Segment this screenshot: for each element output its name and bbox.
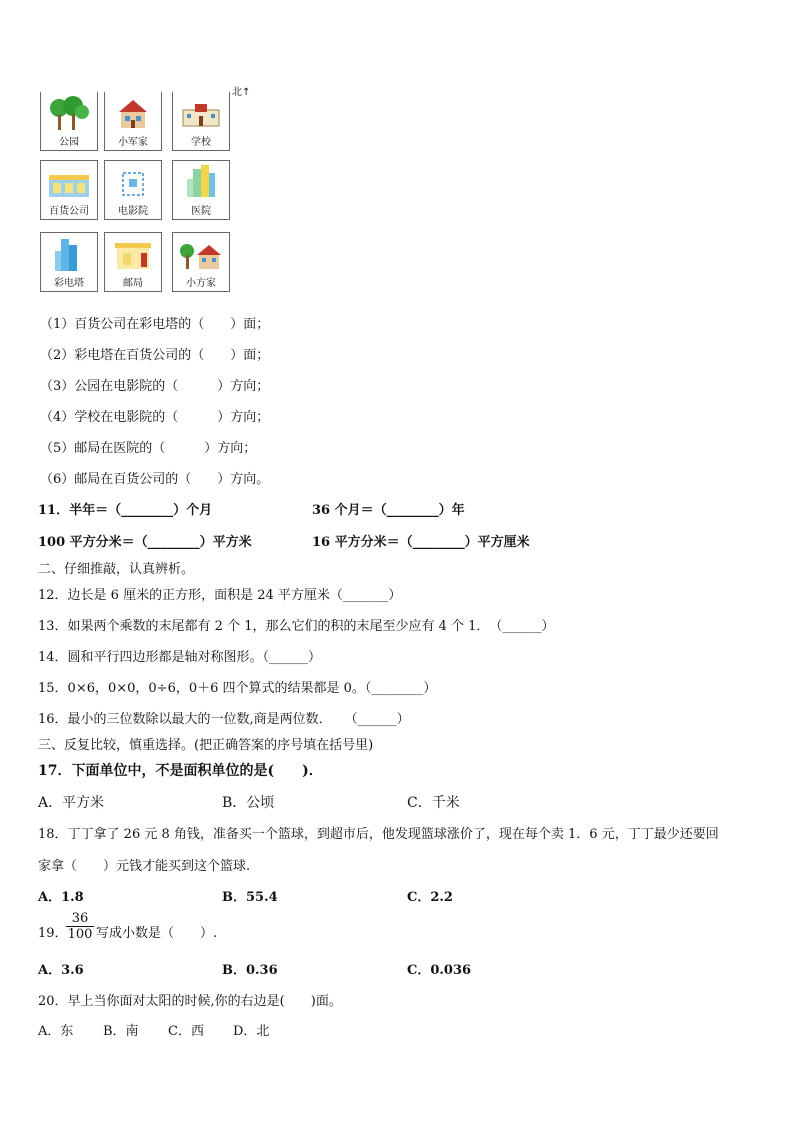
store-icon	[47, 165, 91, 201]
cell-label: 公园	[59, 137, 79, 148]
q20-option-c: C．西	[168, 1024, 204, 1039]
q11-part-a: 11．半年＝（________）个月	[38, 503, 213, 518]
q10-item-1: （1）百货公司在彩电塔的（ ）面；	[40, 317, 270, 332]
house-icon	[111, 96, 155, 132]
cell-label: 小军家	[118, 137, 148, 148]
q11-part-d: 16 平方分米＝（________）平方厘米	[312, 535, 530, 550]
q19-option-b: B．0.36	[222, 963, 278, 978]
q17-option-c: C．千米	[407, 795, 460, 811]
q20-option-a: A．东	[38, 1024, 74, 1039]
q18-option-b: B．55.4	[222, 890, 278, 905]
section-heading-judge: 二、仔细推敲，认真辨析。	[38, 562, 195, 577]
q15-statement: 15．0×6，0×0，0÷6，0＋6 四个算式的结果都是 0。（________）	[38, 681, 437, 696]
q16-statement: 16．最小的三位数除以最大的一位数,商是两位数． （______）	[38, 712, 410, 727]
cell-label: 小方家	[186, 278, 216, 289]
section-heading-choice: 三、反复比较，慎重选择。(把正确答案的序号填在括号里)	[38, 738, 374, 753]
map-cell-park	[40, 92, 98, 151]
q19-stem: 写成小数是（ ）.	[96, 926, 218, 941]
q18-option-c: C．2.2	[407, 890, 453, 905]
q18-option-a: A．1.8	[38, 890, 84, 905]
cinema-icon	[111, 165, 155, 201]
north-indicator	[232, 83, 250, 98]
tree-icon	[47, 96, 91, 132]
map-cell-school	[172, 92, 230, 151]
q11-part-b: 36 个月＝（________）年	[312, 503, 465, 518]
cell-label: 医院	[191, 206, 211, 217]
q18-stem-line2: 家拿（ ）元钱才能买到这个篮球.	[38, 859, 251, 874]
q10-item-6: （6）邮局在百货公司的（ ）方向。	[40, 472, 270, 487]
map-cell-hospital	[172, 160, 230, 220]
map-cell-xiaojun-home	[104, 92, 162, 151]
fraction-numerator: 36	[66, 911, 94, 927]
house-tree-icon	[179, 237, 223, 273]
q19-option-c: C．0.036	[407, 963, 472, 978]
q17-option-b: B．公顷	[222, 795, 275, 811]
q20-option-d: D．北	[233, 1024, 270, 1039]
cell-label: 电影院	[118, 206, 148, 217]
q10-item-3: （3）公园在电影院的（ ）方向；	[40, 379, 270, 394]
q17-stem: 17．下面单位中，不是面积单位的是( )．	[38, 763, 323, 779]
school-icon	[179, 96, 223, 132]
cell-label: 学校	[191, 137, 211, 148]
q19-number: 19．	[38, 926, 68, 941]
q10-item-5: （5）邮局在医院的（ ）方向；	[40, 441, 257, 456]
north-label: 北	[232, 87, 242, 98]
q20-stem: 20．早上当你面对太阳的时候,你的右边是( )面。	[38, 994, 342, 1009]
q11-part-c: 100 平方分米＝（________）平方米	[38, 535, 252, 550]
q20-option-b: B．南	[103, 1024, 139, 1039]
q19-option-a: A．3.6	[38, 963, 84, 978]
q19-fraction	[66, 911, 94, 943]
fraction-denominator: 100	[67, 927, 93, 942]
map-cell-department-store	[40, 160, 98, 220]
q17-option-a: A．平方米	[38, 795, 105, 811]
map-cell-tv-tower	[40, 232, 98, 292]
map-cell-cinema	[104, 160, 162, 220]
cell-label: 彩电塔	[54, 278, 84, 289]
cell-label: 百货公司	[49, 206, 89, 217]
q12-statement: 12．边长是 6 厘米的正方形，面积是 24 平方厘米（_______）	[38, 588, 402, 603]
map-cell-post-office	[104, 232, 162, 292]
q18-stem-line1: 18．丁丁拿了 26 元 8 角钱，准备买一个篮球，到超市后，他发现篮球涨价了，现在每个卖 1．6 元，丁丁最少还要回	[38, 827, 719, 842]
north-arrow-icon: ↑	[242, 87, 251, 98]
hospital-icon	[179, 165, 223, 201]
tower-icon	[47, 237, 91, 273]
q10-item-4: （4）学校在电影院的（ ）方向；	[40, 410, 270, 425]
q14-statement: 14．圆和平行四边形都是轴对称图形。（______）	[38, 650, 322, 665]
q10-item-2: （2）彩电塔在百货公司的（ ）面；	[40, 348, 270, 363]
map-cell-xiaofang-home	[172, 232, 230, 292]
q13-statement: 13．如果两个乘数的末尾都有 2 个 1，那么它们的积的末尾至少应有 4 个 1． （______）	[38, 619, 555, 634]
cell-label: 邮局	[123, 278, 143, 289]
post-office-icon	[111, 237, 155, 273]
